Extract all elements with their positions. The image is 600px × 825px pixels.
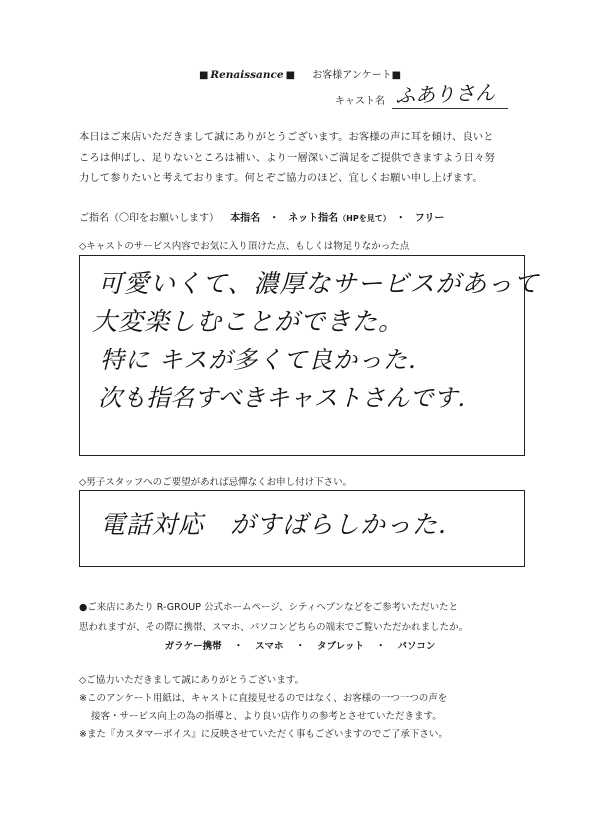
cast-name-underline [392, 108, 508, 109]
footer-note: ※また『カスタマーボイス』に反映させていただく事もございますのでご了承下さい。 [79, 729, 448, 740]
cast-name-label: キャスト名 [335, 96, 385, 107]
question1-label: ◇キャストのサービス内容でお気に入り頂けた点、もしくは物足りなかった点 [79, 241, 410, 252]
access-line: ●ご来店にあたり R-GROUP 公式ホームページ、シティヘブンなどをご参考いただいたと [79, 602, 459, 613]
device-option-feature-phone[interactable]: ガラケー携帯 [164, 641, 222, 652]
nomination-option-free[interactable]: フリー [414, 213, 445, 224]
header-mark-right: ■ [285, 70, 296, 81]
header-mark-left: ■ [198, 70, 209, 81]
nomination-row [79, 209, 444, 224]
separator: ・ [295, 641, 305, 652]
question1-answer-line: 特に キスが多くて良かった. [100, 346, 417, 374]
device-options [0, 638, 600, 652]
question2-answer-box[interactable] [79, 490, 525, 567]
survey-header [0, 66, 600, 81]
device-option-tablet[interactable]: タブレット [317, 641, 365, 652]
footer-notes [79, 672, 529, 744]
separator: ・ [376, 641, 386, 652]
separator: ・ [233, 641, 244, 652]
question2-label: ◇男子スタッフへのご要望があれば忌憚なくお申し付け下さい。 [79, 477, 353, 488]
access-line: 思われますが、その際に携帯、スマホ、パソコンどちらの端末でご覧いただかれましたか。 [79, 622, 469, 633]
device-option-pc[interactable]: パソコン [397, 641, 436, 652]
footer-note: ※このアンケート用紙は、キャストに直接見せるのではなく、お客様の一つ一つの声を [79, 693, 448, 704]
survey-title: お客様アンケート [312, 70, 392, 81]
cast-name-handwritten: ふありさん [394, 80, 496, 108]
separator: ・ [269, 213, 280, 224]
intro-paragraph [79, 127, 519, 189]
nomination-net-note: （HPを見て） [338, 214, 387, 223]
footer-note-continued: 接客・サービス向上の為の指導と、より良い店作りの参考とさせていただきます。 [91, 711, 442, 722]
question1-answer-line: 可愛いくて、濃厚なサービスがあって [98, 269, 540, 298]
nomination-option-regular[interactable]: 本指名 [230, 213, 261, 224]
separator: ・ [395, 213, 406, 224]
question1-answer-line: 大変楽しむことができた。 [92, 307, 405, 336]
question1-answer-line: 次も指名すべきキャストさんです. [98, 384, 466, 412]
nomination-label: ご指名（〇印をお願いします） [79, 213, 219, 224]
intro-line: 力して参りたいと考えております。何とぞご協力のほど、宜しくお願い申し上げます。 [79, 172, 483, 184]
title-end-mark: ■ [391, 70, 402, 81]
brand-logo-text: Renaissance [210, 69, 284, 81]
access-question [79, 598, 519, 638]
nomination-option-net[interactable]: ネット指名 [288, 213, 339, 224]
device-option-smartphone[interactable]: スマホ [255, 641, 284, 652]
question2-answer-text: 電話対応 がすばらしかった. [100, 510, 447, 539]
intro-line: ころは伸ばし、足りないところは補い、より一層深いご満足をご提供できますよう日々努 [79, 151, 495, 164]
footer-thanks: ◇ご協力いただきまして誠にありがとうございます。 [79, 675, 305, 686]
question1-answer-box[interactable] [79, 255, 540, 456]
intro-line: 本日はご来店いただきまして誠にありがとうございます。お客様の声に耳を傾け、良いと [79, 131, 494, 143]
